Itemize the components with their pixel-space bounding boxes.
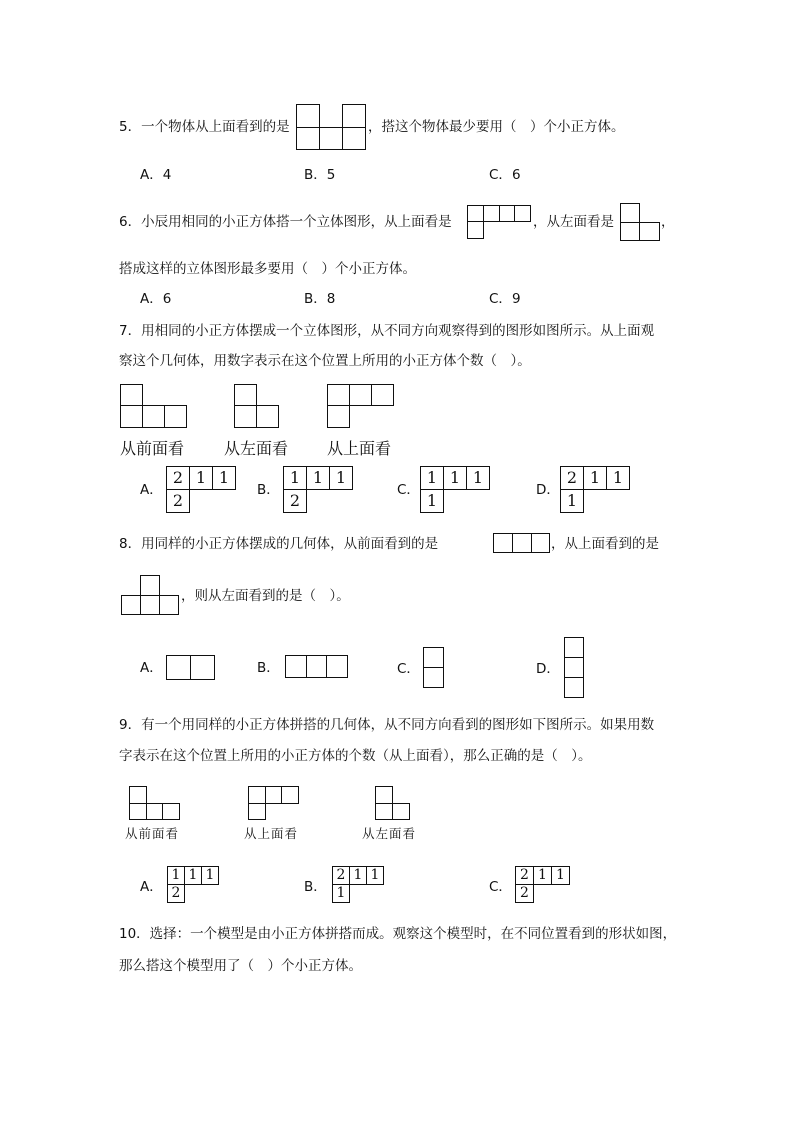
q10-line2: 那么搭这个模型用了（ ）个小正方体。 xyxy=(119,958,362,974)
q9-left-view-figure xyxy=(375,786,410,820)
q9-view-label-left: 从左面看 xyxy=(362,826,417,841)
q7-line2: 察这个几何体，用数字表示在这个位置上所用的小正方体个数（ ）。 xyxy=(119,353,531,369)
q7-view-label-front: 从前面看 xyxy=(120,439,185,458)
q6-line2: 搭成这样的立体图形最多要用（ ）个小正方体。 xyxy=(119,261,416,277)
q8-line2: ，则从左面看到的是（ ）。 xyxy=(181,588,350,604)
q9-option-c[interactable]: C． 2 1 1 2 xyxy=(489,866,579,906)
q10-line1: 10．选择：一个模型是由小正方体拼搭而成。观察这个模型时，在不同位置看到的形状如图， xyxy=(119,926,677,942)
q7-line1: 7．用相同的小正方体摆成一个立体图形，从不同方向观察得到的图形如图所示。从上面观 xyxy=(119,323,655,339)
q7-left-view-figure xyxy=(234,384,279,428)
q8-option-b[interactable]: B． xyxy=(257,655,352,681)
q8-top-view-figure xyxy=(121,575,179,615)
q9-front-view-figure xyxy=(129,786,180,820)
q7-top-view-figure xyxy=(327,384,394,428)
q7-view-label-top: 从上面看 xyxy=(327,439,392,458)
q5-suffix: ，搭这个物体最少要用（ ）个小正方体。 xyxy=(368,119,625,135)
q5-prefix: 5．一个物体从上面看到的是 xyxy=(119,119,290,135)
q8-option-d[interactable]: D． xyxy=(536,637,596,699)
q9-view-label-top: 从上面看 xyxy=(244,826,299,841)
q6-end: ， xyxy=(661,214,675,230)
q7-front-view-figure xyxy=(120,384,187,428)
q9-line2: 字表示在这个位置上所用的小正方体的个数（从上面看），那么正确的是（ ）。 xyxy=(119,748,592,764)
q6-prefix: 6．小辰用相同的小正方体搭一个立体图形，从上面看是 xyxy=(119,214,452,230)
q6-option-a[interactable]: A．6 xyxy=(140,291,172,307)
q8-suffix: ，从上面看到的是 xyxy=(551,536,659,552)
q8-front-view-figure xyxy=(493,533,550,553)
q9-line1: 9．有一个用同样的小正方体拼搭的几何体，从不同方向看到的图形如下图所示。如果用数 xyxy=(119,717,655,733)
q6-middle: ，从左面看是 xyxy=(533,214,614,230)
q8-prefix: 8．用同样的小正方体摆成的几何体，从前面看到的是 xyxy=(119,536,439,552)
q9-option-a[interactable]: A． 1 1 1 2 xyxy=(140,866,230,906)
q5-option-c[interactable]: C．6 xyxy=(489,167,521,183)
q6-left-view-figure xyxy=(620,203,660,241)
q6-top-view-figure xyxy=(467,205,531,239)
q6-option-b[interactable]: B．8 xyxy=(304,291,336,307)
q7-option-a[interactable]: A． 2 1 1 2 xyxy=(140,466,250,514)
q9-option-b[interactable]: B． 2 1 1 1 xyxy=(304,866,394,906)
q5-top-view-figure xyxy=(296,104,366,150)
q8-option-a[interactable]: A． xyxy=(140,655,220,681)
q6-option-c[interactable]: C．9 xyxy=(489,291,521,307)
q5-option-a[interactable]: A．4 xyxy=(140,167,172,183)
q7-option-c[interactable]: C． 1 1 1 1 xyxy=(397,466,507,514)
q5-option-b[interactable]: B．5 xyxy=(304,167,336,183)
q7-option-b[interactable]: B． 1 1 1 2 xyxy=(257,466,367,514)
q9-view-label-front: 从前面看 xyxy=(125,826,180,841)
q7-option-d[interactable]: D． 2 1 1 1 xyxy=(536,466,646,514)
q8-option-c[interactable]: C． xyxy=(397,647,457,689)
q9-top-view-figure xyxy=(248,786,299,820)
q7-view-label-left: 从左面看 xyxy=(224,439,289,458)
